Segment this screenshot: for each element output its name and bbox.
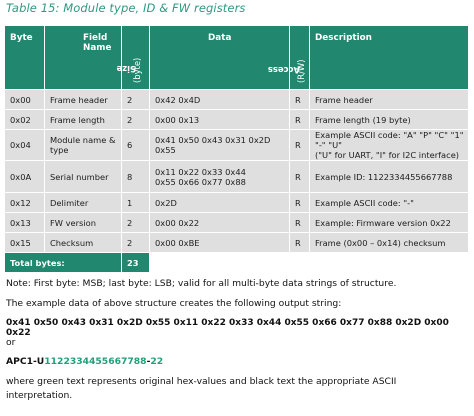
note-line-2: The example data of above structure creates the following output string: (6, 298, 342, 309)
cell-byte: 0x00 (5, 90, 45, 110)
note-line-1: Note: First byte: MSB; last byte: LSB; valid for all multi-byte data strings of structure. (6, 278, 397, 289)
cell-byte: 0x02 (5, 110, 45, 130)
cell-byte: 0x13 (5, 213, 45, 233)
table-row (5, 130, 468, 161)
or-text: or (6, 337, 16, 348)
table-caption: Table 15: Module type, ID & FW registers (6, 1, 246, 15)
cell-field: Module name & type (45, 130, 122, 161)
cell-byte: 0x12 (5, 193, 45, 213)
cell-size: 8 (122, 161, 150, 193)
table-header-row (5, 26, 468, 90)
cell-field: Checksum (45, 233, 122, 253)
table-row (5, 233, 468, 253)
cell-size: 2 (122, 110, 150, 130)
total-blank (150, 253, 468, 273)
cell-access: R (290, 193, 310, 213)
cell-access: R (290, 161, 310, 193)
cell-size: 6 (122, 130, 150, 161)
ascii-output-string: APC1-U1122334455667788-22 (6, 356, 164, 367)
cell-size: 2 (122, 233, 150, 253)
total-row (5, 253, 468, 273)
cell-data: 0x11 0x22 0x33 0x44 0x55 0x66 0x77 0x88 (150, 161, 290, 193)
cell-description: Frame (0x00 – 0x14) checksum (310, 233, 468, 253)
cell-description: Frame length (19 byte) (310, 110, 468, 130)
cell-description: Example ASCII code: "A" "P" "C" "1" "-" "U" ("U" for UART, "I" for I2C interface) (310, 130, 468, 161)
cell-data: 0x00 0xBE (150, 233, 290, 253)
table-row (5, 213, 468, 233)
note-line-4: interpretation. (6, 390, 73, 401)
cell-size: 2 (122, 213, 150, 233)
cell-access: R (290, 130, 310, 161)
cell-field: Frame header (45, 90, 122, 110)
total-label: Total bytes: (5, 253, 122, 273)
cell-byte: 0x15 (5, 233, 45, 253)
cell-description: Frame header (310, 90, 468, 110)
cell-byte: 0x0A (5, 161, 45, 193)
cell-size: 2 (122, 90, 150, 110)
total-value: 23 (122, 253, 150, 273)
table-row (5, 161, 468, 193)
cell-access: R (290, 213, 310, 233)
cell-data: 0x41 0x50 0x43 0x31 0x2D 0x55 (150, 130, 290, 161)
col-header-data: Data (150, 26, 290, 90)
cell-access: R (290, 90, 310, 110)
cell-field: Serial number (45, 161, 122, 193)
col-header-access: Access (R/W) (290, 26, 310, 90)
col-header-field-name: Field Name (45, 26, 122, 90)
table-row (5, 110, 468, 130)
cell-access: R (290, 110, 310, 130)
col-header-byte: Byte (5, 26, 45, 90)
cell-description: Example ID: 1122334455667788 (310, 161, 468, 193)
cell-access: R (290, 233, 310, 253)
hex-output-string: 0x41 0x50 0x43 0x31 0x2D 0x55 0x11 0x22 0x33 0x44 0x55 0x66 0x77 0x88 0x2D 0x00 0x22 (6, 318, 449, 338)
cell-field: Frame length (45, 110, 122, 130)
cell-data: 0x00 0x22 (150, 213, 290, 233)
cell-byte: 0x04 (5, 130, 45, 161)
table-row (5, 90, 468, 110)
cell-data: 0x2D (150, 193, 290, 213)
cell-description: Example: Firmware version 0x22 (310, 213, 468, 233)
cell-data: 0x42 0x4D (150, 90, 290, 110)
table-row (5, 193, 468, 213)
col-header-description: Description (310, 26, 468, 90)
cell-size: 1 (122, 193, 150, 213)
cell-description: Example ASCII code: "-" (310, 193, 468, 213)
cell-data: 0x00 0x13 (150, 110, 290, 130)
note-line-3: where green text represents original hex-values and black text the appropriate ASCII (6, 376, 397, 387)
col-header-size: Size (byte) (122, 26, 150, 90)
registers-table (5, 26, 468, 273)
cell-field: Delimiter (45, 193, 122, 213)
cell-field: FW version (45, 213, 122, 233)
